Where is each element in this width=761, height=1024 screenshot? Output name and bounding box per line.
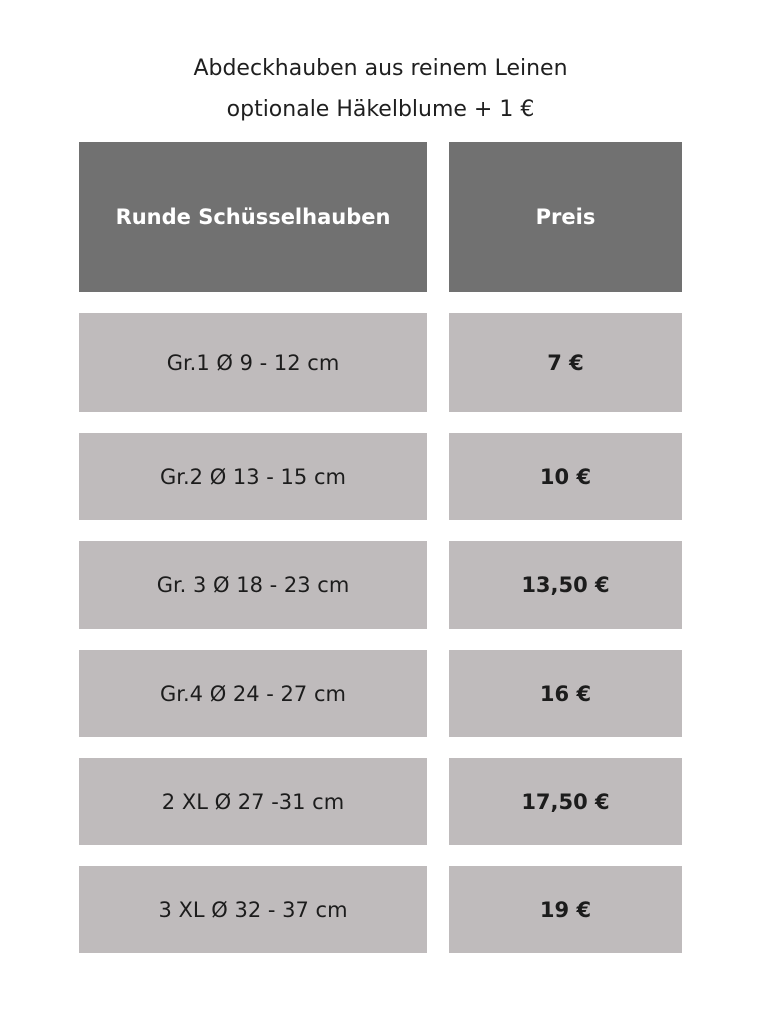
table-row <box>79 313 682 412</box>
size-cell: Gr.2 Ø 13 - 15 cm <box>79 433 427 520</box>
price-cell: 19 € <box>449 866 682 953</box>
header-size: Runde Schüsselhauben <box>79 142 427 292</box>
table-header-row <box>79 142 682 292</box>
price-cell: 13,50 € <box>449 541 682 629</box>
table-row <box>79 650 682 737</box>
size-cell: Gr. 3 Ø 18 - 23 cm <box>79 541 427 629</box>
document-title <box>0 48 761 130</box>
size-cell: Gr.1 Ø 9 - 12 cm <box>79 313 427 412</box>
size-cell: Gr.4 Ø 24 - 27 cm <box>79 650 427 737</box>
table-row <box>79 433 682 520</box>
title-line-2: optionale Häkelblume + 1 € <box>226 97 535 122</box>
header-price: Preis <box>449 142 682 292</box>
title-line-1: Abdeckhauben aus reinem Leinen <box>193 56 568 81</box>
table-row <box>79 866 682 953</box>
price-cell: 10 € <box>449 433 682 520</box>
price-cell: 16 € <box>449 650 682 737</box>
size-cell: 2 XL Ø 27 -31 cm <box>79 758 427 845</box>
table-row <box>79 758 682 845</box>
size-cell: 3 XL Ø 32 - 37 cm <box>79 866 427 953</box>
price-cell: 7 € <box>449 313 682 412</box>
table-row <box>79 541 682 629</box>
price-cell: 17,50 € <box>449 758 682 845</box>
